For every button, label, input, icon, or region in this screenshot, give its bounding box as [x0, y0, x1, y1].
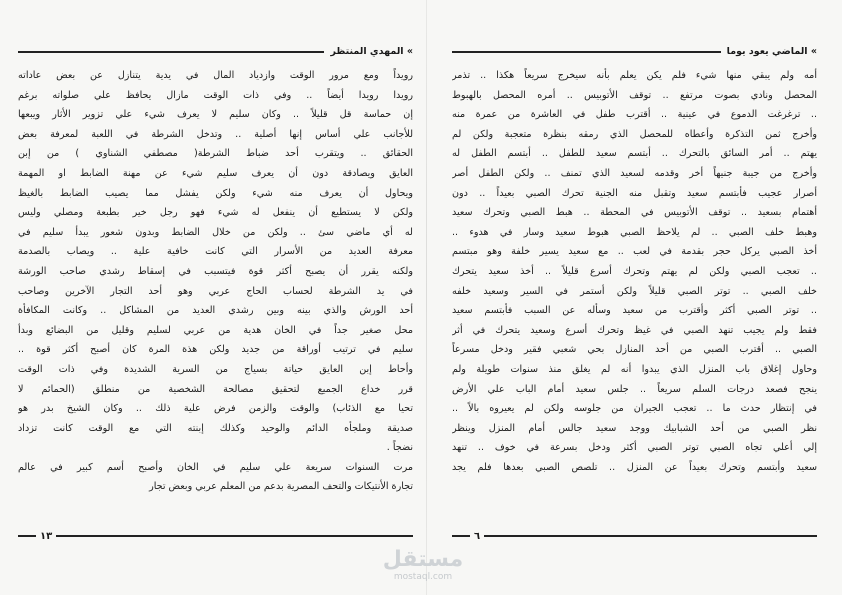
right-page [452, 0, 817, 595]
text-line: الصبي .. أقترب الصبي من أحد المنازل بحي شعبي فقير ودخل مسرعاً [452, 344, 817, 356]
text-line: .. توتر الصبي أكثر وأقترب من سعيد وسأله عن السبب فأبتسم سعيد [452, 305, 817, 317]
text-line: وأخرج ثمن التذكرة وأعطاه للمحصل الذي رمقه بنظرة متعجبة ولكن لم [452, 128, 817, 140]
watermark-sub: mostaql.com [393, 572, 453, 582]
left-page-header [18, 44, 413, 58]
text-line: قرر خداع الجميع لتحقيق مصالحة الشخصية من منطلق (الحمائم لا [18, 383, 413, 395]
text-line: له أي ماضي سئ .. ولكن من خلال الضابط وبدون شعور يبدأ سليم في [18, 226, 413, 238]
page-spine [426, 0, 427, 595]
right-page-footer [452, 529, 817, 543]
watermark-logo [368, 548, 478, 588]
right-page-header-title: » الماضي يعود يوما [726, 45, 817, 57]
text-line: وأخرج من جيبة جنيهاً أخر وقدمه لسعيد الذي تمنف .. ولكن الطفل أصر [452, 167, 817, 179]
left-page-header-title: » المهدي المنتظر [330, 45, 413, 57]
text-line: مرت السنوات سريعة علي سليم في الخان وأصبح أسم كبير في عالم [18, 461, 413, 473]
right-footer-tick [452, 535, 470, 537]
text-line: الحقائق .. ويتقرب أحد ضباط الشرطة( مصطفي الشناوي ) من إبن [18, 148, 413, 160]
text-line: العايق ويصادقة دون أن يعرف سليم شيء عن مهنة الضابط او المهمة [18, 167, 413, 179]
text-line: ولكنه يقرر أن يصبح أكثر قوة فيتسبب في إسقاط رشدي صاحب الورشة [18, 265, 413, 277]
left-page-footer [18, 529, 413, 543]
text-line: ولكن لا يستطيع أن ينفعل له شيء فهو رجل خير بطبعة ومصلي وليس [18, 207, 413, 219]
text-line: في يد الشرطة لحساب الحاج عربي وهو أحد التجار الآخرين وصاحب [18, 285, 413, 297]
right-page-number: ٦ [474, 530, 481, 542]
text-line: يهتم .. أمر السائق بالتحرك .. أبتسم سعيد للطفل .. أبتسم الطفل له [452, 148, 817, 160]
right-page-header [452, 44, 817, 58]
text-line: ويحاول أن يعرف منه شيء ولكن يفشل مما يصيب الضابط بالغيظ [18, 187, 413, 199]
text-line: خلف الصبي .. توتر الصبي قليلاً ولكن أستمر في السير وسعيد خلفه [452, 285, 817, 297]
left-page-body [18, 66, 413, 497]
text-line: محل صغير جداً في الخان هدية من عربي لسليم وقليل من البضائع وبدأ [18, 324, 413, 336]
text-line: إن حماسة قل قليلاً .. وكان سليم لا يعرف شيء علي تزوير الأثار ويبعها [18, 109, 413, 121]
left-page [18, 0, 413, 595]
text-line: صديقة وملجأه الدائم والوحيد وكذلك إبنته التي مع الوقت كانت تزداد [18, 422, 413, 434]
text-line: المحصل ونادي بصوت مرتفع .. توقف الأتوبيس .. أمره المحصل بالهبوط [452, 89, 817, 101]
right-page-body [452, 66, 817, 477]
text-line: معرفة العديد من الأسرار التي كانت خافية علية .. ويصاب بالصدمة [18, 246, 413, 258]
text-line: رويداً ومع مرور الوقت وازدياد المال في يدية يتنازل عن بعض عاداته [18, 70, 413, 81]
text-line: .. تعجب الصبي ولكن لم يهتم وتحرك أسرع قليلاً .. أخذ سعيد يتحرك [452, 265, 817, 277]
left-page-number: ١٣ [40, 530, 53, 542]
right-page-header-rule [452, 51, 721, 53]
text-line: سعيد وأبتسم وتحرك بعيداً عن المنزل .. تلصص الصبي بعدها فلم يجد [452, 461, 817, 473]
text-line: سليم في ترتيب أوراقة من جديد ولكن هذة المرة كان أصبح أكثر قوة .. [18, 344, 413, 356]
text-line: في إنتظار حدث ما .. تعجب الجيران من جلوسه ولكن لم يعيروه بالاً .. [452, 403, 817, 415]
text-line: أخذ الصبي يركل حجر بقدمة في لعب .. مع سعيد يسير خلفة وهو مبتسم [452, 246, 817, 258]
text-line: ينجح فصعد درجات السلم سريعاً .. جلس سعيد أمام الباب علي الأرض [452, 383, 817, 395]
text-line: إلي أعلي تجاه الصبي توتر الصبي أكثر ودخل بسرعة في خوف .. تنهد [452, 442, 817, 454]
text-line: أحد الورش والذي بينه وبين رشدي العديد من المشاكل .. وكانت المكافأة [18, 305, 413, 317]
text-line: تجارة الأنتيكات والتحف المصرية بدعم من المعلم عربي وبعض تجار [149, 481, 413, 493]
text-line: رويدا رويدا أيضاً .. وفي ذات الوقت مازال يحافظ علي صلواته برغم [18, 89, 413, 101]
text-line: وهبط خلف الصبي .. لم يلاحظ الصبي هبوط سعيد وسار في هدوء .. [452, 226, 817, 238]
watermark-main: مستقل [382, 547, 464, 572]
text-line: نظر الصبي من أحد الشبابيك ووجد سعيد جالس أمام المنزل وينظر [452, 422, 817, 434]
text-line: نضجاً . [386, 442, 413, 454]
text-line: وحاول إغلاق باب المنزل الذي يبدوا أنه لم يغلق منذ سنوات طويلة ولم [452, 363, 817, 375]
text-line: أهتمام بسعيد .. توقف الأتوبيس في المحطة .. هبط الصبي وتحرك سعيد [452, 207, 817, 219]
right-footer-rule [484, 535, 817, 537]
left-page-header-rule [18, 51, 324, 53]
text-line: وأحاط إبن العايق حياتة بسياج من السرية الشديدة وفي ذات الوقت [18, 363, 413, 375]
text-line: أصرار عجيب فأبتسم سعيد وتقبل منه الجنية تحرك الصبي بعيداً .. دون [452, 187, 817, 199]
text-line: للأجانب علي أساس إنها أصلية .. وتدخل الشرطة في اللعبة لمعرفة بعض [18, 128, 413, 140]
text-line: .. ترغرغت الدموع في عينية .. أقترب طفل في العاشرة من عمرة منه [452, 109, 817, 121]
left-footer-rule [56, 535, 413, 537]
text-line: فقط ولم يجيب تنهد الصبي في غيظ وتحرك أسرع وسعيد يتحرك في أثر [452, 324, 817, 336]
left-footer-tick [18, 535, 36, 537]
text-line: تحيا مع الذئاب) والوقت والزمن فرض علية ذلك .. وكان الشيخ بدر هو [18, 403, 413, 415]
text-line: أمه ولم يبقي منها شيء فلم يكن يعلم بأنه سيخرج سريعاً هكذا .. تذمر [452, 70, 817, 81]
